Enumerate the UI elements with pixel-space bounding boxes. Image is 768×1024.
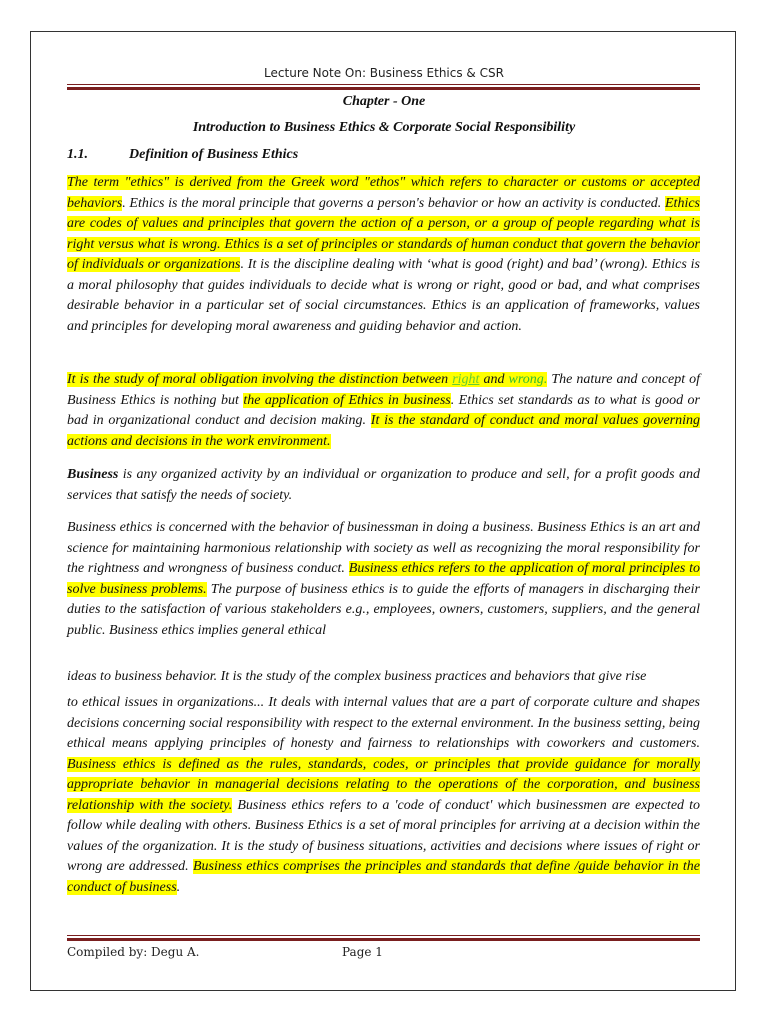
text-run: to ethical issues in organizations... It deals with internal values that are a part of corporate culture and shapes decisions concerning social responsibility with respect to the external environment. In the business setting, being ethical means applying principles of honesty and fairness to relationships with coworkers and customers.: [67, 695, 700, 751]
text-run: . It is the discipline dealing with ‘what is good (right) and bad’ (wrong). Ethics is a moral philosophy that guides individuals to decide what is wrong or right, good or bad, and what comprises desirable behavior in a particular set of social circumstances. Ethics is an application of frameworks, values and principles for developing moral awareness and guiding behavior and action.: [67, 257, 700, 334]
text-run: It is the study of moral obligation involving the distinction between: [67, 372, 453, 387]
highlight: The term "ethics" is derived from the Greek word "ethos" which refers to character or customs or accepted behaviors: [67, 175, 700, 211]
highlight: the application of Ethics in business: [243, 392, 451, 408]
footer-page-number: Page 1: [342, 945, 383, 959]
text-run: .: [176, 879, 181, 895]
paragraph-3: [67, 465, 700, 506]
paragraph-5: [67, 667, 700, 688]
chapter-subtitle: Introduction to Business Ethics & Corporate Social Responsibility: [192, 120, 576, 135]
highlight: Business ethics refers to the application of moral principles to solve business problems.: [67, 561, 700, 597]
text-run: ideas to business behavior. It is the study of the complex business practices and behaviors that give rise: [67, 669, 647, 684]
section-title: Definition of Business Ethics: [129, 147, 299, 162]
text-run: The purpose of business ethics is to guide the efforts of managers in discharging their duties to the satisfaction of various stakeholders e.g., employees, owners, customers, suppliers, and the general public. Business ethics implies general ethical: [67, 581, 700, 638]
highlight: It is the standard of conduct and moral values governing actions and decisions in the work environment.: [67, 413, 700, 449]
highlight: Business ethics comprises the principles and standards that define /guide behavior in the conduct of business: [67, 859, 700, 895]
section-heading: [67, 147, 298, 163]
text-run: is any organized activity by an individual or organization to produce and sell, for a profit goods and services that satisfy the needs of society.: [67, 467, 700, 503]
header-rule: [67, 84, 700, 90]
paragraph-1: [67, 173, 700, 337]
term-business: Business: [67, 467, 119, 482]
chapter-title: Chapter - One: [342, 94, 426, 109]
paragraph-2: [67, 370, 700, 452]
section-number: 1.1.: [67, 147, 88, 162]
paragraph-6: [67, 693, 700, 898]
text-run: The nature and concept of Business Ethics is nothing but: [67, 372, 701, 408]
highlight: Ethics are codes of values and principles that govern the action of a person, or a group of people regarding what is right versus what is wrong. Ethics is a set of principles or standards of human conduct that govern the behavior of individuals or organizations: [67, 195, 700, 272]
highlight: Business ethics is defined as the rules, standards, codes, or principles that provide guidance for morally appropriate behavior in managerial decisions relating to the operations of the corporation, and business relationship with the society.: [67, 756, 700, 813]
text-run: and: [479, 372, 509, 387]
text-run: . Ethics set standards as to what is good or bad in organizational conduct and decision making.: [67, 392, 700, 428]
running-header: Lecture Note On: Business Ethics & CSR: [264, 66, 504, 80]
paragraph-4: [67, 518, 700, 641]
text-run: . Ethics is the moral principle that governs a person's behavior or how an activity is conducted.: [122, 195, 665, 211]
word-wrong: wrong: [508, 372, 544, 387]
text-run: .: [543, 372, 548, 387]
highlight: [67, 372, 547, 387]
footer-rule: [67, 935, 700, 941]
word-right: right: [452, 372, 480, 387]
footer-author: Compiled by: Degu A.: [67, 945, 200, 959]
text-run: Business ethics is concerned with the behavior of businessman in doing a business. Business Ethics is an art and science for maintaining harmonious relationship with society as well as recognizing the moral responsibility for the rightness and wrongness of business conduct.: [67, 520, 700, 576]
text-run: Business ethics refers to a 'code of conduct' which businessmen are expected to follow while dealing with others. Business Ethics is a set of moral principles for arriving at a decision within the values of the organization. It is the study of business situations, activities and decisions where issues of right or wrong are addressed.: [67, 797, 701, 874]
